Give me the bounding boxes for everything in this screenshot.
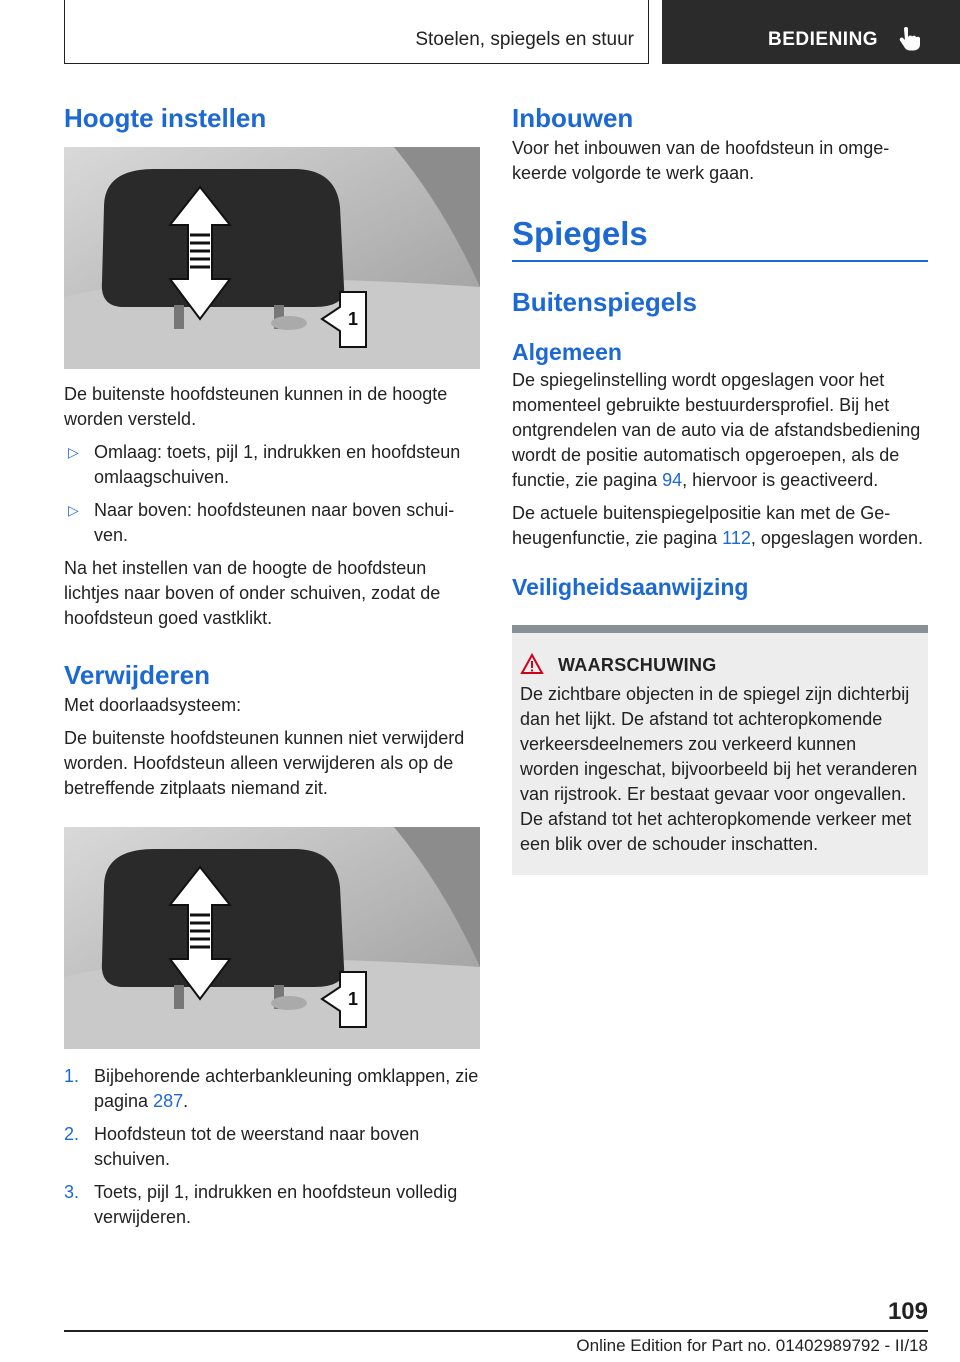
list-item: ▷ Naar boven: hoofdsteunen naar boven schuiven. bbox=[68, 500, 455, 545]
paragraph-height-intro: De buitenste hoofdsteunen kunnen in de hoogte worden versteld. bbox=[64, 384, 448, 429]
heading-general: Algemeen bbox=[512, 339, 622, 365]
left-column bbox=[64, 100, 480, 1230]
header-chapter-box bbox=[662, 0, 960, 64]
header-chapter-title: BEDIENING bbox=[768, 29, 879, 50]
headrest-photo-1 bbox=[64, 147, 480, 369]
heading-rule bbox=[512, 260, 928, 262]
heading-mirrors: Spiegels bbox=[512, 215, 648, 252]
headrest-illustration bbox=[64, 147, 480, 369]
heading-outside-mirrors: Buitenspiegels bbox=[512, 287, 697, 317]
warning-box bbox=[512, 625, 928, 875]
page-number: 109 bbox=[887, 1298, 928, 1325]
page-link[interactable]: 94 bbox=[662, 470, 683, 490]
paragraph-remove-info: De buitenste hoofdsteunen kunnen niet verwijderd worden. Hoofdsteun alleen verwijderen als op de betreffende zitplaats niemand zit. bbox=[64, 728, 465, 798]
heading-remove: Verwijderen bbox=[64, 660, 210, 690]
page-link[interactable]: 287 bbox=[153, 1091, 184, 1111]
headrest-photo-2 bbox=[64, 827, 480, 1049]
bullet-triangle-icon: ▷ bbox=[68, 502, 79, 518]
paragraph-height-after: Na het instellen van de hoogte de hoofdsteun lichtjes naar boven of onder schuiven, zodat de hoofdsteun goed vastklikt. bbox=[64, 558, 441, 628]
heading-height-adjust: Hoogte instellen bbox=[64, 103, 267, 133]
warning-title: WAARSCHUWING bbox=[558, 655, 920, 676]
headrest-illustration bbox=[64, 827, 480, 1049]
list-item: 1. Bijbehorende achterbankleuning omklappen, zie pagina 287. bbox=[64, 1066, 479, 1111]
svg-text:1: 1 bbox=[348, 989, 359, 1009]
header-section-title: Stoelen, spiegels en stuur bbox=[415, 29, 634, 50]
paragraph-install: Voor het inbouwen van de hoofdsteun in omgekeerde volgorde te werk gaan. bbox=[512, 138, 890, 183]
hand-pointer-icon bbox=[896, 26, 922, 52]
heading-install: Inbouwen bbox=[512, 103, 634, 133]
bullet-triangle-icon: ▷ bbox=[68, 444, 79, 460]
right-column bbox=[512, 100, 928, 875]
list-item: 2. Hoofdsteun tot de weerstand naar boven schuiven. bbox=[64, 1124, 420, 1169]
list-item: 3. Toets, pijl 1, indrukken en hoofdsteun volledig verwijderen. bbox=[64, 1182, 458, 1227]
list-item: ▷ Omlaag: toets, pijl 1, indrukken en hoofdsteun omlaagschuiven. bbox=[68, 442, 461, 487]
footer-edition: Online Edition for Part no. 01402989792 - II/18 bbox=[576, 1336, 928, 1355]
paragraph-loading-system: Met doorlaadsysteem: bbox=[64, 695, 242, 715]
paragraph-general-2: De actuele buitenspiegelpositie kan met de Geheugenfunctie, zie pagina 112, opgeslagen worden. bbox=[512, 503, 923, 548]
header-section-box bbox=[64, 0, 649, 64]
svg-text:1: 1 bbox=[348, 309, 359, 329]
heading-safety: Veiligheidsaanwijzing bbox=[512, 574, 749, 600]
warning-triangle-icon bbox=[520, 653, 544, 675]
footer-rule bbox=[64, 1330, 928, 1332]
paragraph-general-1: De spiegelinstelling wordt opgeslagen voor het momenteel gebruikte bestuurdersprofiel. Bij het ontgrendelen van de auto via de afstandsbediening wordt de positie automatisch opgeroepen, als de functie, zie pagina 94, hiervoor is geactiveerd. bbox=[512, 370, 921, 490]
page-link[interactable]: 112 bbox=[722, 528, 751, 548]
warning-text: De zichtbare objecten in de spiegel zijn dichterbij dan het lijkt. De afstand tot achteropkomende verkeersdeelnemers zou verkeerd kunnen worden ingeschat, bijvoorbeeld bij het veranderen van rijstrook. Er bestaat gevaar voor ongevallen. De afstand tot het achteropkomende verkeer met een blik over de schouder inschatten. bbox=[520, 684, 918, 854]
